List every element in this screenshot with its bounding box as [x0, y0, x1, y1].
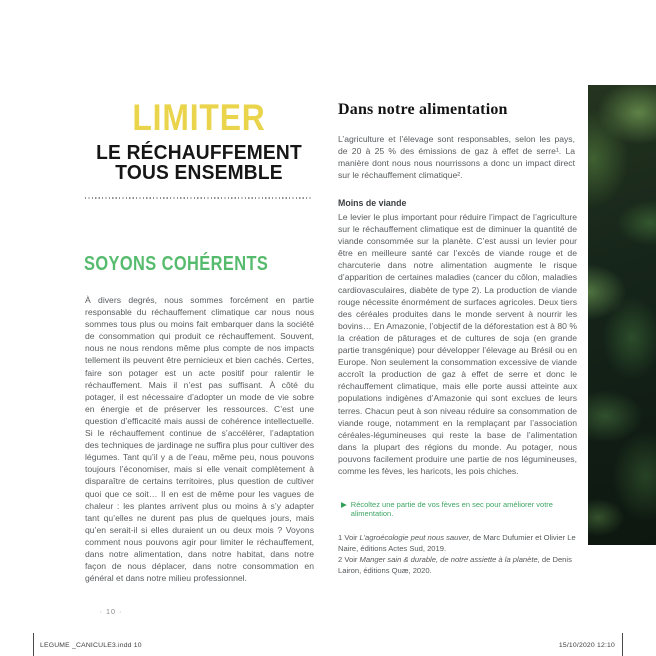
footnote-book-title: L’agroécologie peut nous sauver,: [359, 533, 471, 542]
garden-tip: [341, 500, 577, 518]
subsection-heading-alimentation: Dans notre alimentation: [338, 101, 508, 118]
crop-mark-left: [33, 633, 34, 656]
footnote-1: [338, 533, 578, 554]
footnotes: [338, 533, 578, 577]
footnote-pre: Voir: [342, 555, 360, 565]
dotted-divider: [85, 197, 311, 199]
footnote-post: de Marc Dufumier et Olivier Le Naire, éditions Actes Sud, 2019.: [338, 533, 576, 553]
page-number: · 10 ·: [99, 607, 123, 616]
viande-paragraph: Le levier le plus important pour réduire l’impact de l’agriculture sur le réchauffement climatique est de diminuer la quantité de viande consommée sur la planète. C’est aussi un levier pour être en meilleure santé car l’excès de viande rouge et de charcuterie dans notre alimentation augmente le risque d’apparition de certaines maladies (cancer du côlon, maladies cardiovasculaires, diabète de type 2). La production de viande rouge nécessite énormément de surfaces agricoles. Deux tiers des céréales produites dans le monde servent à nourrir les bovins… En Amazonie, l’objectif de la déforestation est à 80 % la création de pâturages et de cultures de soja (en grande partie transgénique) pour développer l’élevage au Brésil ou en Europe. Non seulement la consommation excessive de viande accroît la production de gaz à effet de serre et donc le réchauffement climatique, mais elle porte aussi atteinte aux populations indigènes d’Amazonie qui sont exclues de leurs terres. Chacun peut à son niveau réduire sa consommation de viande rouge, notamment en la remplaçant par l’association céréales-légumineuses qui reste la base de l’alimentation dans la plupart des régions du monde. Au potager, nous pouvons facilement produire une partie de nos légumineuses, comme les fèves, les haricots, les pois chiches.: [338, 212, 577, 476]
footnote-number: 2: [338, 555, 343, 565]
footnote-number: 1: [338, 533, 343, 542]
section-heading: SOYONS COHÉRENTS: [84, 253, 269, 275]
alimentation-paragraph: L’agriculture et l’élevage sont responsables, selon les pays, de 20 à 25 % des émissions de gaz à effet de serre¹. La manière dont nous nous nourrissons a donc un impact direct sur le réchauffement climatique².: [338, 134, 575, 181]
footnote-pre: Voir: [342, 533, 360, 542]
footnote-2: [338, 555, 578, 576]
tip-arrow-icon: ▶: [341, 500, 347, 509]
footnote-book-title: Manger sain & durable, de notre assiette à la planète,: [359, 555, 540, 565]
chapter-title-accent: LIMITER: [132, 97, 266, 138]
chapter-title-line2: TOUS ENSEMBLE: [115, 162, 283, 184]
slug-filename: LEGUME _CANICULE3.indd 10: [40, 642, 142, 649]
slug-datetime: 15/10/2020 12:10: [558, 642, 615, 649]
foliage-photo: [588, 85, 656, 545]
footnote-post: de Denis Lairon, éditions Quæ, 2020.: [338, 555, 572, 575]
intro-paragraph: À divers degrés, nous sommes forcément en partie responsable du réchauffement climatique car nous nous sommes tous plus ou moins fait embarquer dans la société de consommation qui produit ce réchauffement. Souvent, nous ne nous rendons même plus compte de nos impacts tellement ils peuvent être pernicieux et bien cachés. Certes, faire son potager est un acte positif pour ralentir le réchauffement. Mais il n’est pas suffisant. À côté du potager, il est nécessaire d’adopter un mode de vie sobre en énergie et de préserver les ressources. C’est une question d’efficacité mais aussi de cohérence intellectuelle. Si le réchauffement continue de s’accélérer, l’adaptation des techniques de jardinage ne suffira plus pour cultiver des légumes. Tant qu’il y a de l’eau, même peu, nous pouvons toujours l’économiser, mais si elle venait complètement à disparaître de certains territoires, plus question de cultiver quoi que ce soit… Il en est de même pour les vagues de chaleur : les plantes arrivent plus ou moins à s’y adapter tant qu’elles ne durent pas plus de quelques jours, mais qu’en serait-il si elles duraient un ou deux mois ? Voyons comment nous pouvons agir pour limiter le réchauffement, dans notre alimentation, dans notre habitat, dans notre façon de nous déplacer, dans notre consommation en général et dans notre milieu professionnel.: [85, 295, 314, 584]
tip-text: Récoltez une partie de vos fèves en sec pour améliorer votre alimentation.: [350, 500, 553, 518]
chapter-title-line1: LE RÉCHAUFFEMENT: [96, 142, 302, 164]
subheading-moins-de-viande: Moins de viande: [338, 198, 407, 208]
crop-mark-right: [622, 633, 623, 656]
